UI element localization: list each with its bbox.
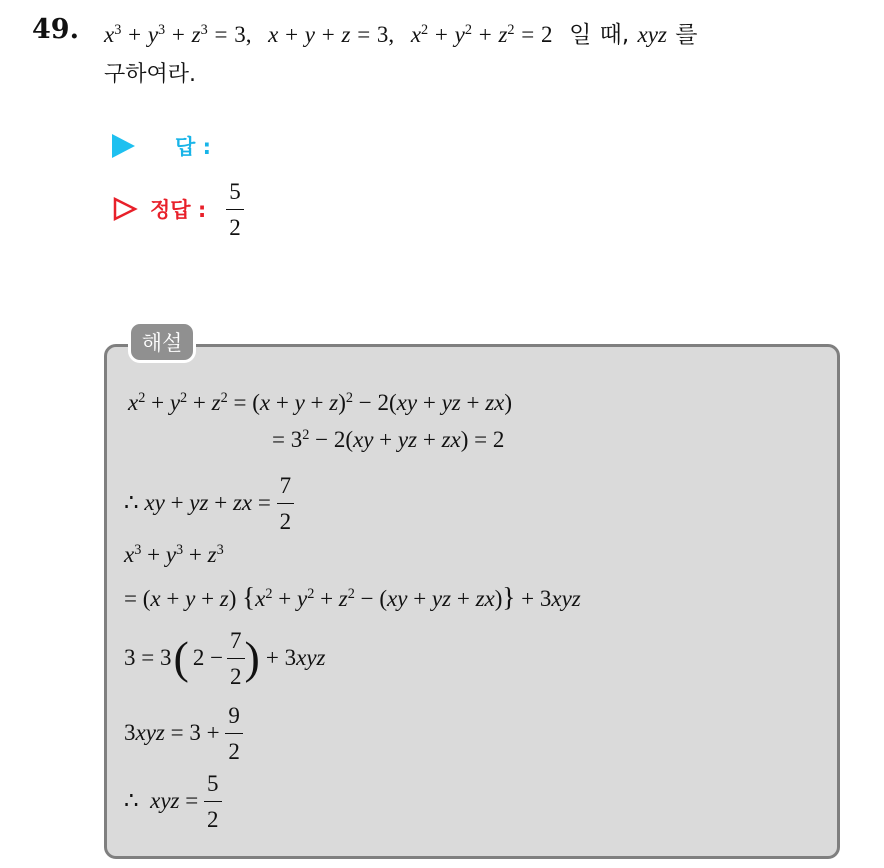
correct-answer-label: 정답 : — [150, 198, 207, 222]
condition-cubes: $x^3 + y^3 + z^3 = 3$, — [104, 22, 252, 47]
correct-answer-row — [112, 176, 244, 242]
play-triangle-icon — [112, 134, 135, 158]
solution-tab: 해설 — [128, 321, 196, 363]
correct-answer-fraction — [226, 179, 244, 240]
solution-line-6: 3 = 3 ( 2 − $\frac{7}{2}$ ) + 3xyz — [124, 627, 326, 689]
solution-fraction-5-2: $\frac{5}{2}$ — [204, 771, 222, 832]
solution-fraction-9-2: $\frac{9}{2}$ — [225, 703, 243, 764]
solution-line-2: = $3^2 - 2(xy$ + yz + zx) = 2 — [272, 427, 505, 452]
problem-instruction: 구하여라. — [104, 62, 197, 87]
when-word: 일 때, — [569, 22, 630, 48]
solution-line-5: = (x + y + z) {$x^2 + y^2 + z^2 - (xy$ + yz + zx)} + 3xyz — [124, 582, 581, 612]
solution-fraction-7-2-b: $\frac{7}{2}$ — [227, 628, 245, 689]
fraction-denominator: 2 — [229, 214, 241, 240]
solution-line-4: $x^3 + y^3 + z^3$ — [124, 542, 224, 567]
condition-sum: x + y + z = 3, — [268, 22, 395, 47]
target-expression: xyz — [637, 22, 667, 47]
condition-squares: $x^2 + y^2 + z^2 = 2$ — [410, 22, 553, 47]
problem-number: 49. — [32, 14, 79, 45]
solution-line-1: $x^2 + y^2 + z^2 = (x + y + z)^2 - 2(xy$ + yz + zx) — [128, 390, 513, 415]
solution-fraction-7-2: $\frac{7}{2}$ — [277, 473, 295, 534]
answer-row — [112, 126, 211, 166]
solution-line-7: 3xyz = 3 + $\frac{9}{2}$ — [124, 700, 243, 766]
solution-line-3: ∴ xy + yz + zx = $\frac{7}{2}$ — [124, 470, 294, 536]
solution-line-8: ∴ xyz = $\frac{5}{2}$ — [124, 768, 222, 834]
answer-label: 답 : — [175, 135, 211, 159]
object-particle: 를 — [675, 22, 698, 48]
outline-triangle-icon — [112, 196, 138, 222]
fraction-numerator: 5 — [229, 178, 241, 204]
problem-statement-line1 — [104, 16, 697, 49]
